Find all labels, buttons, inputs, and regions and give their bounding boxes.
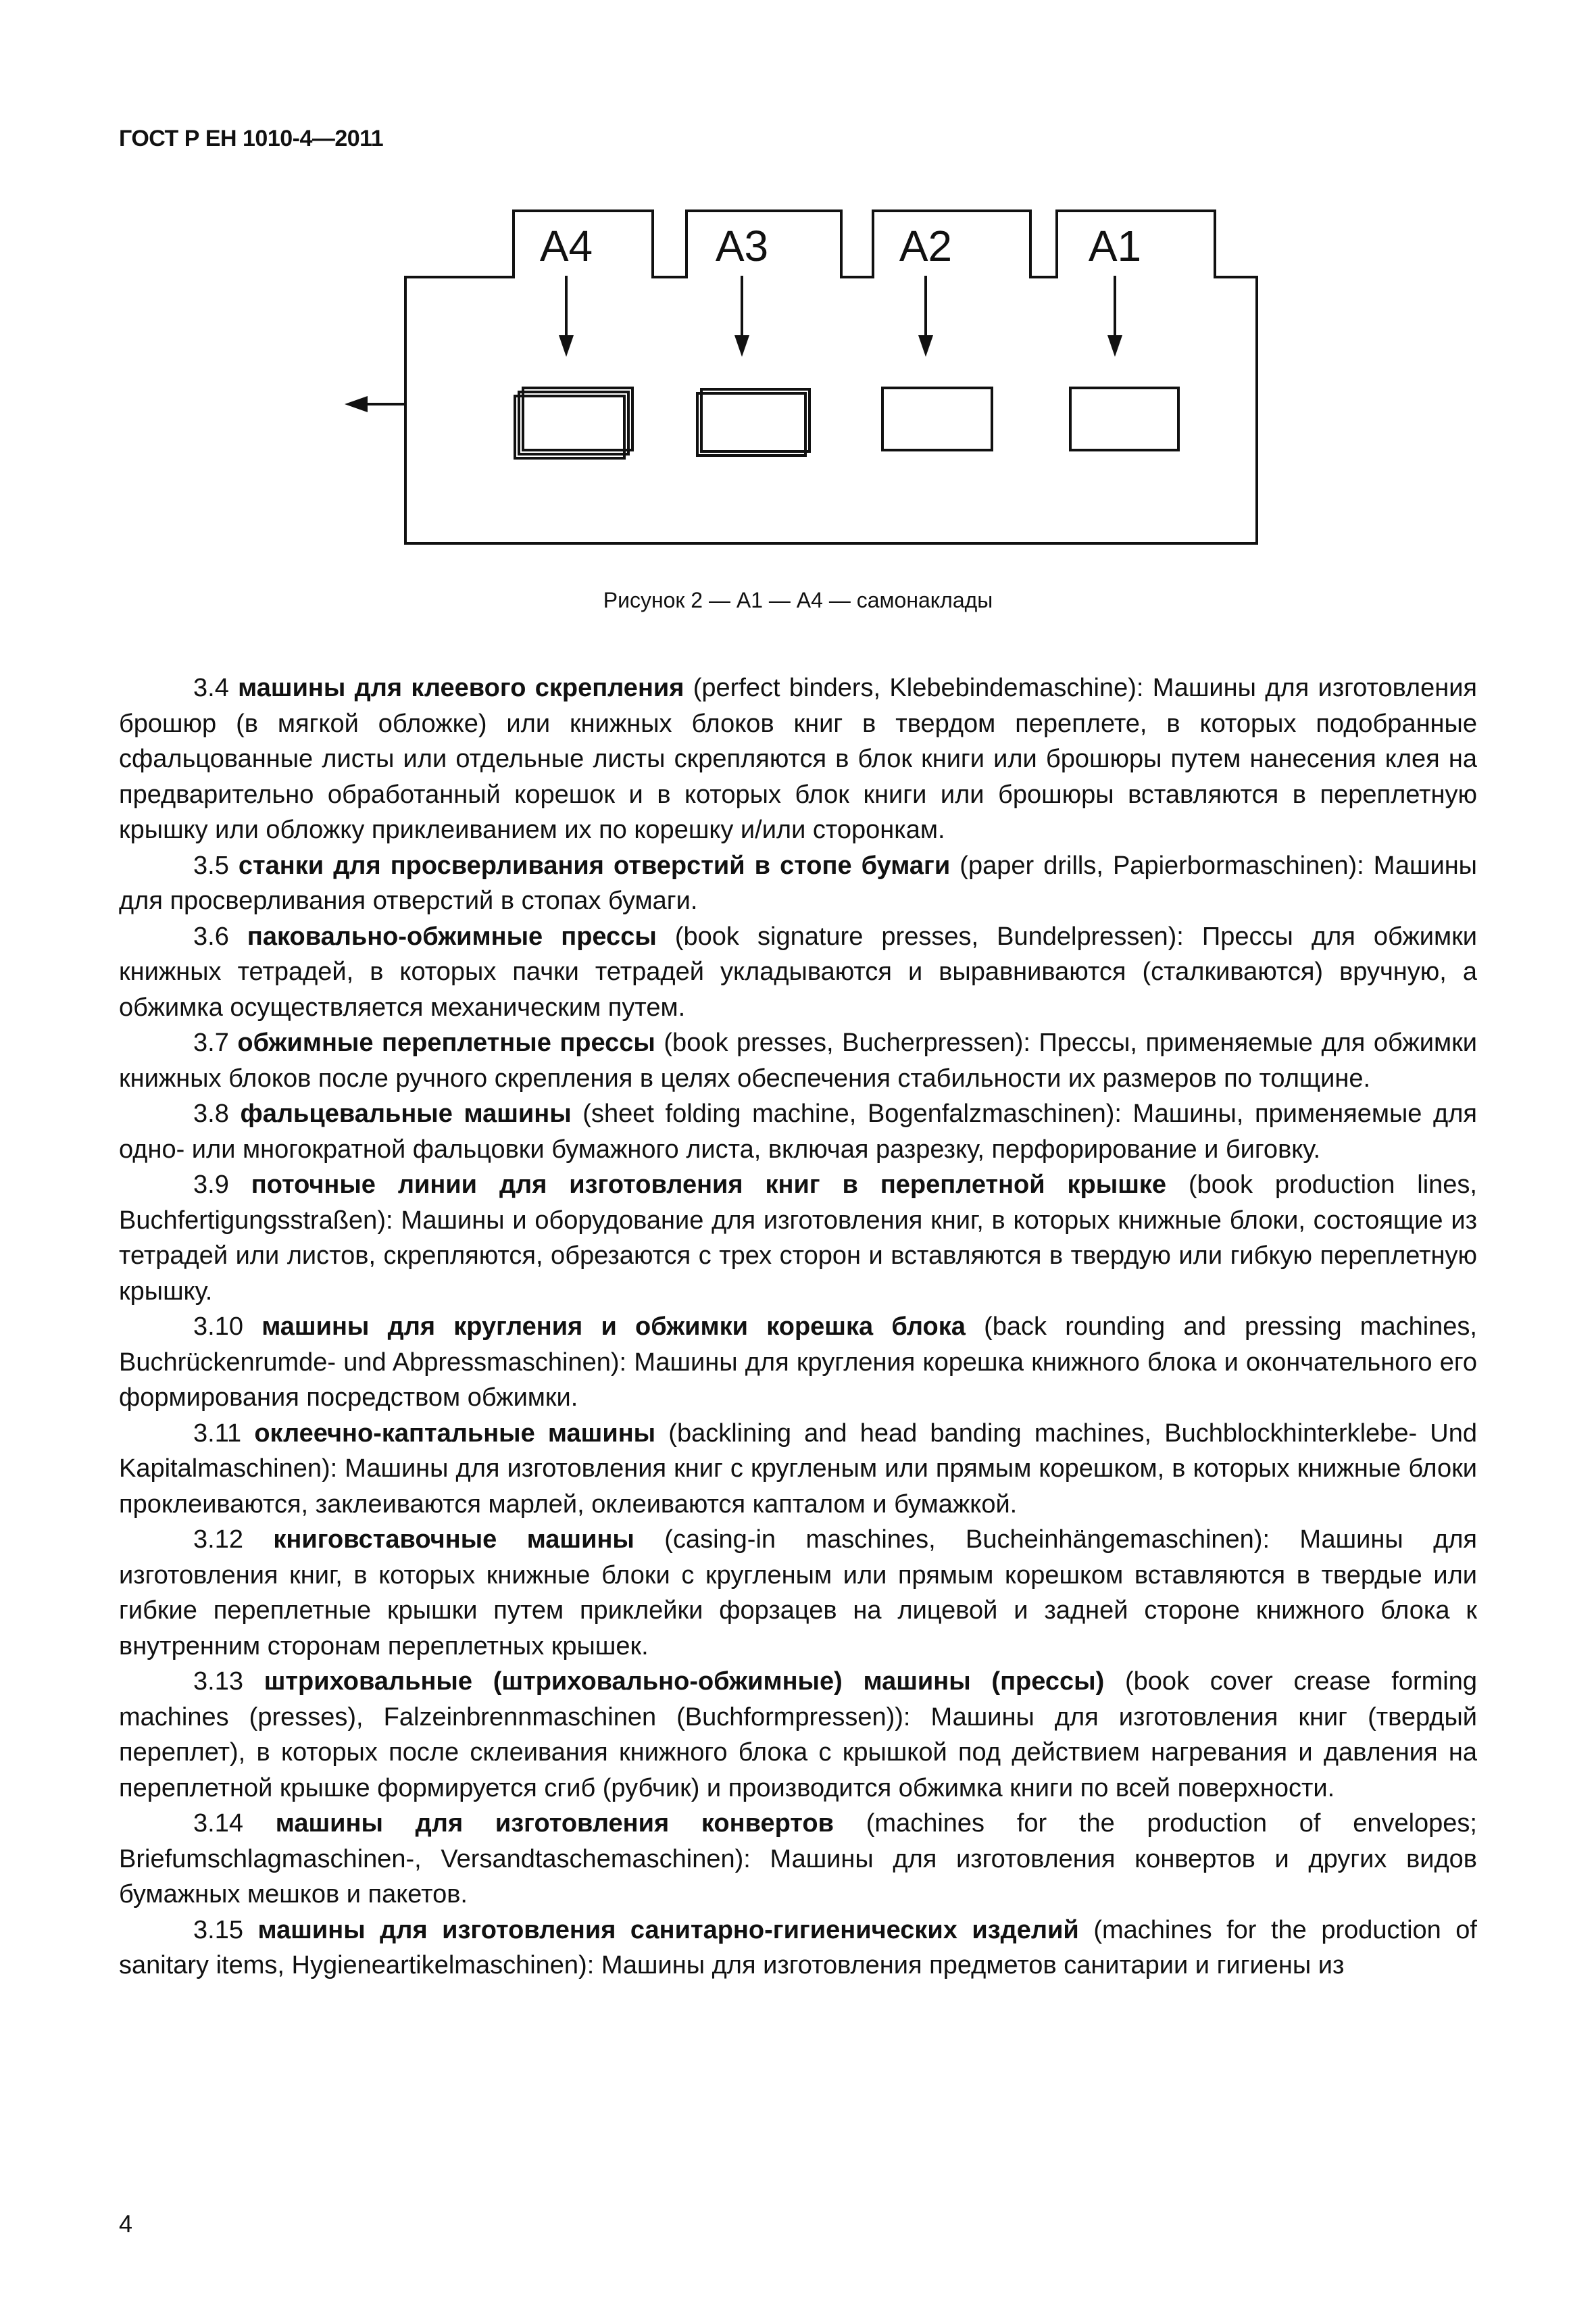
clause-number: 3.11 — [193, 1419, 255, 1448]
sheet-stack-a3-front — [701, 389, 809, 451]
definition-text: (book cover crease forming machines (presses), Falzeinbrennmaschinen (Buchformpressen)): Машины для изготовления книг (твердый переплет), в которых после склеивания книжного блока с крышкой под действием нагревания и давления на переплетной крышке формируется сгиб (рубчик) и производится обжимка книги по всей поверхности. — [119, 1667, 1477, 1802]
definition-text: (casing-in maschines, Bucheinhängemaschinen): Машины для изготовления книг, в которых книжные блоки с кругленым или прямым корешком вставляются в твердые или гибкие переплетные крышки путем приклейки форзацев на лицевой и задней стороне книжного блока к внутренним сторонам переплетных крышек. — [119, 1525, 1477, 1660]
label-a2: A2 — [899, 222, 953, 270]
arrow-a3-head — [734, 335, 749, 357]
clause-number: 3.12 — [193, 1525, 274, 1554]
definition-3-15 — [119, 1913, 1477, 1984]
term: паковально-обжимные прессы — [247, 922, 657, 951]
clause-number: 3.9 — [193, 1171, 251, 1199]
sheet-stack-a2 — [882, 388, 992, 450]
arrow-a1-head — [1107, 335, 1122, 357]
definition-text: (perfect binders, Klebebindemaschine): Машины для изготовления брошюр (в мягкой обложке) или книжных блоков книг в твердом переплете, в которых подобранные сфальцованные листы или отдельные листы скрепляются в блок книги или брошюры путем нанесения клея на предварительно обработанный корешок и в которых блок книги или брошюры вставляются в переплетную крышку или обложку приклеиванием их по корешку и/или сторонкам. — [119, 674, 1478, 844]
clause-number: 3.14 — [193, 1809, 276, 1838]
term: станки для просверливания отверстий в стопе бумаги — [238, 851, 951, 880]
feeder-diagram-svg — [338, 196, 1284, 574]
document-body — [119, 670, 1477, 1984]
definition-3-13 — [119, 1664, 1477, 1806]
term: машины для изготовления конвертов — [275, 1809, 834, 1838]
term: обжимные переплетные прессы — [237, 1029, 655, 1057]
definition-3-9 — [119, 1167, 1477, 1309]
document-header: ГОСТ Р ЕН 1010-4—2011 — [119, 126, 384, 151]
definition-3-11 — [119, 1416, 1477, 1523]
definition-text: (paper drills, Papierbormaschinen): Машины для просверливания отверстий в стопах бумаги. — [119, 851, 1477, 915]
clause-number: 3.8 — [193, 1100, 241, 1128]
term: штриховальные (штриховально-обжимные) машины (прессы) — [264, 1667, 1105, 1696]
arrow-a2-head — [918, 335, 933, 357]
label-a4: A4 — [539, 222, 593, 270]
sheet-stack-a3-back — [697, 393, 805, 456]
label-a1: A1 — [1088, 222, 1142, 270]
definition-text: (backlining and head banding machines, Buchblockhinterklebe- Und Kapitalmaschinen): Машины для изготовления книг с кругленым или прямым корешком, в которых книжные блоки проклеиваются, заклеиваются марлей, оклеиваются капталом и бумажкой. — [119, 1419, 1477, 1519]
clause-number: 3.13 — [193, 1667, 264, 1696]
term: фальцевальные машины — [240, 1100, 572, 1128]
arrow-a4-head — [559, 335, 574, 357]
term: книговставочные машины — [273, 1525, 634, 1554]
clause-number: 3.10 — [193, 1312, 262, 1341]
clause-number: 3.6 — [193, 922, 247, 951]
definition-text: (machines for the production of sanitary items, Hygieneartikelmaschinen): Машины для изготовления предметов санитарии и гигиены из — [119, 1915, 1477, 1979]
clause-number: 3.15 — [193, 1915, 258, 1944]
clause-number: 3.5 — [193, 851, 239, 880]
definition-3-14 — [119, 1806, 1477, 1913]
definition-3-5 — [119, 848, 1477, 919]
definition-text: (book production lines, Buchfertigungsstraßen): Машины и оборудование для изготовления книг, в которых книжные блоки, состоящие из тетрадей или листов, скрепляются, обрезаются с трех сторон и вставляются в твердую или гибкую переплетную крышку. — [119, 1171, 1477, 1306]
definition-text: (machines for the production of envelopes; Briefumschlagmaschinen-, Versandtaschemaschinen): Машины для изготовления конвертов и других видов бумажных мешков и пакетов. — [119, 1809, 1477, 1909]
term: оклеечно-каптальные машины — [254, 1419, 656, 1448]
sheet-stack-a4-mid — [519, 392, 628, 454]
definition-text: (back rounding and pressing machines, Buchrückenrumde- und Abpressmaschinen): Машины для кругления корешка книжного блока и окончательного его формирования посредством обжимки. — [119, 1312, 1477, 1412]
definition-3-6 — [119, 919, 1477, 1026]
term: машины для изготовления санитарно-гигиенических изделий — [257, 1915, 1079, 1944]
definition-3-4 — [119, 670, 1477, 848]
definition-text: (sheet folding machine, Bogenfalzmaschinen): Машины, применяемые для одно- или многократной фальцовки бумажного листа, включая разрезку, перфорирование и биговку. — [119, 1100, 1477, 1164]
definition-3-10 — [119, 1309, 1477, 1416]
page-number: 4 — [119, 2210, 133, 2238]
figure-caption: Рисунок 2 — А1 — А4 — самонаклады — [603, 588, 993, 612]
term: машины для кругления и обжимки корешка блока — [261, 1312, 966, 1341]
definition-3-12 — [119, 1522, 1477, 1664]
definition-3-8 — [119, 1096, 1477, 1167]
definition-3-7 — [119, 1025, 1477, 1096]
output-arrow-head — [345, 396, 368, 412]
sheet-stack-a1 — [1070, 388, 1178, 450]
label-a3: A3 — [715, 222, 769, 270]
term: поточные линии для изготовления книг в переплетной крышке — [251, 1171, 1167, 1199]
clause-number: 3.4 — [193, 674, 239, 702]
term: машины для клеевого скрепления — [238, 674, 684, 702]
definition-text: (book signature presses, Bundelpressen): Прессы для обжимки книжных тетрадей, в которых пачки тетрадей укладываются и выравниваются (сталкиваются) вручную, а обжимка осуществляется механическим путем. — [119, 922, 1478, 1022]
definition-text: (book presses, Bucherpressen): Прессы, применяемые для обжимки книжных блоков после ручного скрепления в целях обеспечения стабильности их размеров по толщине. — [119, 1029, 1477, 1093]
clause-number: 3.7 — [193, 1029, 238, 1057]
feeder-diagram — [338, 196, 1284, 574]
